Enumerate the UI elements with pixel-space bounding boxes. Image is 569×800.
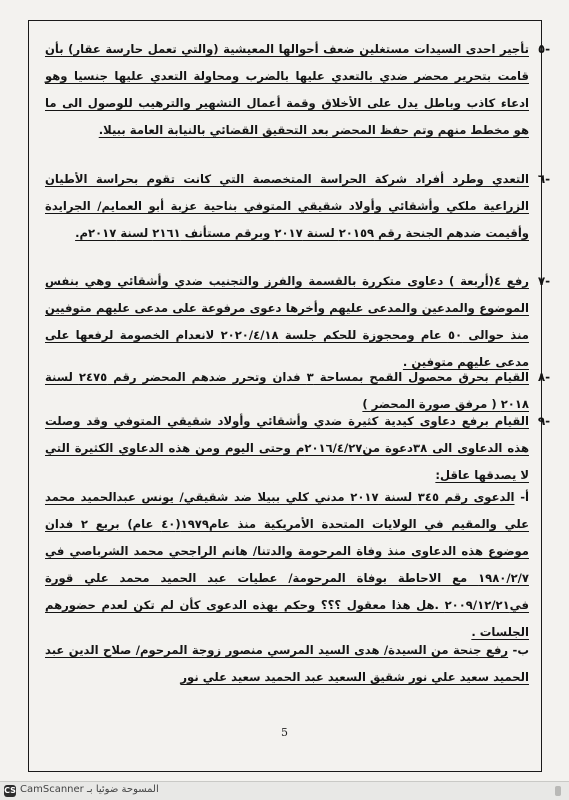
edge-mark <box>555 786 561 796</box>
sub-item-text: الدعوى رقم ٣٤٥ لسنة ٢٠١٧ مدني كلي ببيلا ضد شقيقي/ يونس عبدالحميد محمد علي والمقيم في الولايات المتحدة الأمريكية منذ عام١٩٧٩(٤٠ عام) بريع ٢ فدان موضوع هذه الدعاوى منذ وفاة المرحومة والدتنا/ هانم الراجحي محمد الشرباصي في ١٩٨٠/٢/٧ مع الاحاطة بوفاة المرحومة/ عطيات عبد الحميد محمد علي قورة في٢٠٠٩/١٢/٢١ .هل هذا معقول ؟؟؟ وحكم بهذه الدعوى كأن لم تكن لعدم حضورهم الجلسات . <box>45 490 529 639</box>
item-number: -٨ <box>537 370 551 384</box>
item-text: التعدي وطرد أفراد شركة الحراسة المتخصصة التي كانت تقوم بحراسة الأطيان الزراعية ملكي وأشقائي وأولاد شقيقي المتوفي بناحية عزبة أبو العمايم/ الجرايدة وأقيمت ضدهم الجنحة رقم ٢٠١٥٩ لسنة ٢٠١٧ وبرقم مستأنف ٢١٦١ لسنة ٢٠١٧م. <box>45 172 529 240</box>
item-text: القيام برفع دعاوى كيدية كثيرة ضدي وأشقائي وأولاد شقيقي المتوفي وقد وصلت هذه الدعاوى الى ٣٨دعوة من٢٠١٦/٤/٢٧م وحتى اليوم ومن هذه الدعاوي الكثيرة التي لا يصدقها عاقل: <box>45 414 529 482</box>
list-item-9 <box>45 408 551 489</box>
list-item-6 <box>45 166 551 247</box>
sub-item-b <box>45 637 529 691</box>
item-text: القيام بحرق محصول القمح بمساحة ٣ فدان وتحرر ضدهم المحضر رقم ٢٤٧٥ لسنة ٢٠١٨ ( مرفق صورة المحضر ) <box>45 370 529 411</box>
page-number: 5 <box>281 726 288 739</box>
item-text: رفع ٤(أربعة ) دعاوى متكررة بالقسمة والفرز والتجنيب ضدي وأشقائي وهي بنفس الموضوع والمدعين والمدعى عليهم وأخرها دعوى مرفوعة على مدعى عليهم متوفيين منذ حوالى ٥٠ عام ومحجوزة للحكم جلسة ٢٠٢٠/٤/١٨ لانعدام الخصومة لرفعها على مدعى عليهم متوفين . <box>45 274 529 369</box>
sub-item-a <box>45 484 529 646</box>
item-number: -٧ <box>537 274 551 288</box>
scanner-watermark-text: المسوحة ضوئيا بـ CamScanner <box>20 784 159 795</box>
item-text: تأجير احدى السيدات مستغلين ضعف أحوالها المعيشية (والتي تعمل حارسة عقار) بأن قامت بتحرير محضر ضدي بالتعدي عليها بالضرب ومحاولة التعدي عليها جنسيا وهو ادعاء كاذب وباطل يدل على الأخلاق وقمة أعمال التشهير والترهيب للوصول الى ما هو مخطط منهم وتم حفظ المحضر بعد التحقيق القضائي بالنيابة العامة ببيلا. <box>45 42 529 137</box>
item-number: -٥ <box>537 42 551 56</box>
list-item-5 <box>45 36 551 144</box>
item-number: -٩ <box>537 414 551 428</box>
camscanner-logo-icon: CS <box>4 786 16 795</box>
list-item-7 <box>45 268 551 376</box>
scanner-footer <box>0 781 569 800</box>
sub-item-label: أ- <box>520 490 529 504</box>
sub-item-text: رفع جنحة من السيدة/ هدى السيد المرسي منصور زوجة المرحوم/ صلاح الدين عبد الحميد سعيد علي نور شقيق السعيد عبد الحميد سعيد علي نور <box>45 643 529 684</box>
sub-item-label: ب- <box>512 643 529 657</box>
item-number: -٦ <box>537 172 551 186</box>
